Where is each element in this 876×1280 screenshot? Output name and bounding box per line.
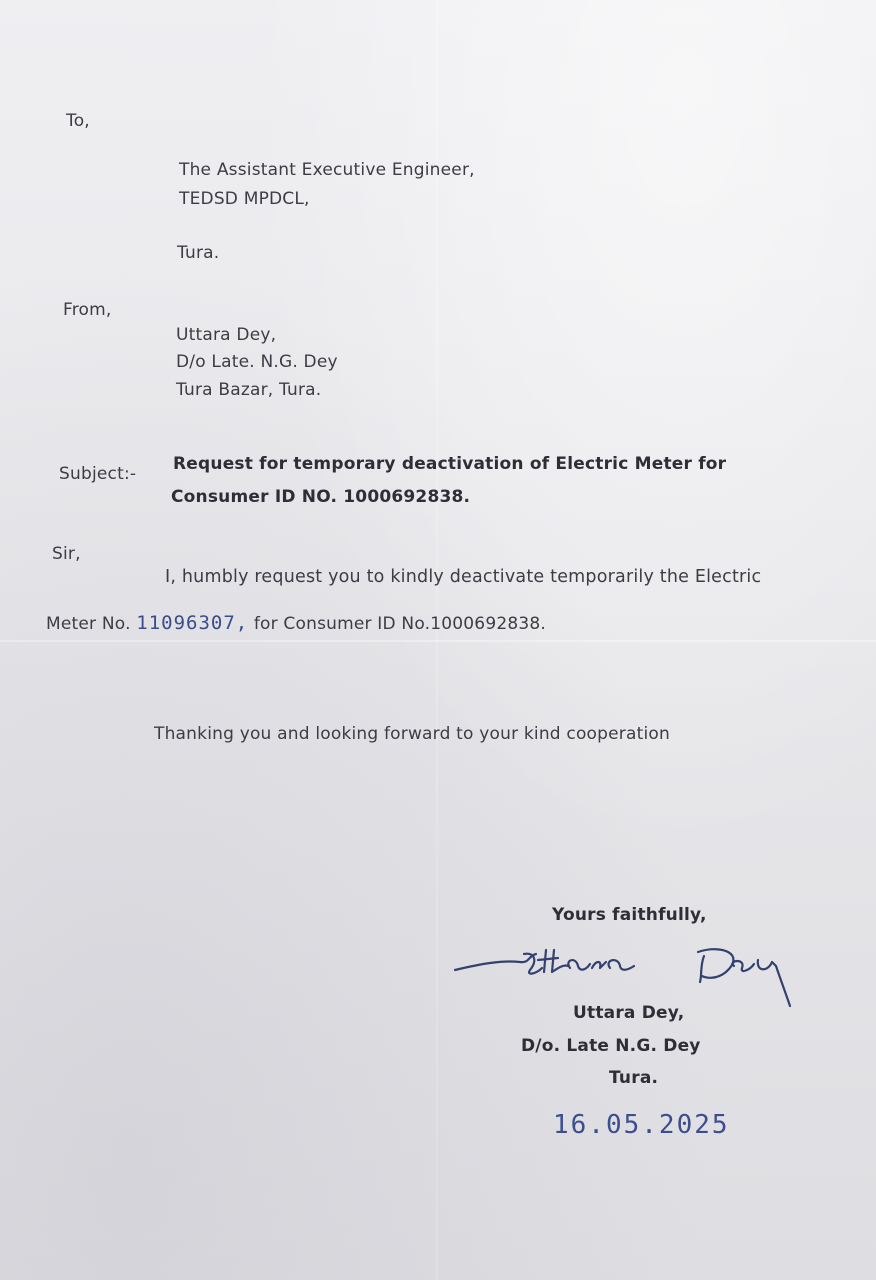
subject-line-2: Consumer ID NO. 1000692838. [171, 487, 471, 507]
handwritten-date: 16.05.2025 [553, 1110, 730, 1140]
signoff-line-3: Tura. [609, 1068, 659, 1088]
subject-label: Subject:- [59, 464, 137, 484]
closing-thanks: Thanking you and looking forward to your kind cooperation [154, 724, 670, 744]
body-line-2 [46, 612, 546, 634]
from-label: From, [63, 300, 112, 320]
meter-number-handwritten: 11096307, [136, 612, 249, 634]
sender-line-2: D/o Late. N.G. Dey [176, 352, 338, 372]
recipient-line-2: TEDSD MPDCL, [179, 189, 310, 209]
sender-line-1: Uttara Dey, [176, 325, 277, 345]
signoff-line-1: Uttara Dey, [573, 1003, 685, 1023]
body-line-1: I, humbly request you to kindly deactivate temporarily the Electric [165, 567, 762, 587]
salutation: Sir, [52, 544, 81, 564]
meter-label: Meter No. [46, 614, 131, 634]
paper-fold [0, 640, 876, 642]
recipient-line-1: The Assistant Executive Engineer, [179, 160, 475, 180]
signoff: Yours faithfully, [552, 905, 707, 925]
to-label: To, [66, 111, 90, 131]
handwritten-signature [450, 938, 800, 1010]
recipient-line-3: Tura. [177, 243, 220, 263]
consumer-id-text: for Consumer ID No.1000692838. [253, 614, 547, 634]
signoff-line-2: D/o. Late N.G. Dey [521, 1036, 701, 1056]
paper-fold-vertical [436, 0, 438, 1280]
subject-line-1: Request for temporary deactivation of Electric Meter for [173, 454, 727, 474]
sender-line-3: Tura Bazar, Tura. [176, 380, 322, 400]
